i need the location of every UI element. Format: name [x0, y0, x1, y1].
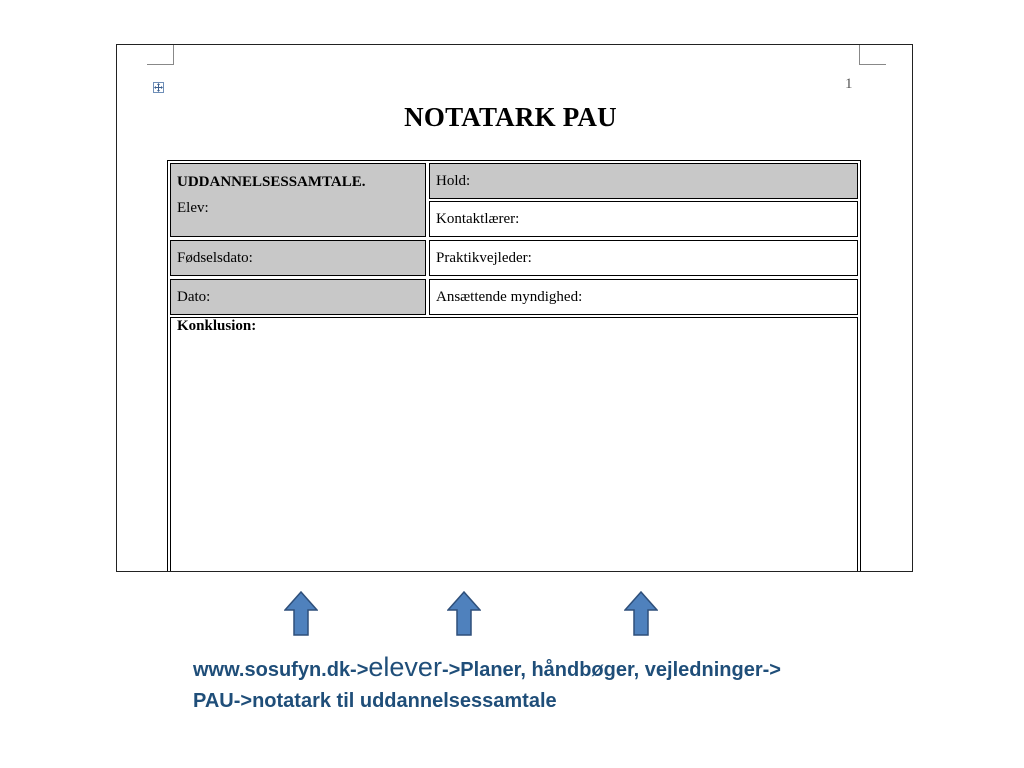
caption-elever: elever: [368, 652, 442, 682]
cell-hold[interactable]: [429, 163, 858, 199]
praktikvejleder-label: Praktikvejleder:: [436, 250, 532, 266]
caption-path: ->Planer, håndbøger, vejledninger->: [441, 659, 781, 681]
cell-dato[interactable]: [170, 279, 426, 315]
cell-konklusion[interactable]: [170, 317, 858, 572]
caption-line-1: [193, 652, 913, 686]
cell-uddannelsessamtale[interactable]: [170, 163, 426, 237]
hold-label: Hold:: [436, 173, 471, 189]
uddannelsessamtale-label: UDDANNELSESSAMTALE.: [177, 174, 366, 190]
page-number: 1: [845, 76, 853, 92]
document-title: NOTATARK PAU: [404, 102, 617, 132]
arrow-up-icon: [624, 591, 658, 636]
cell-praktikvejleder[interactable]: [429, 240, 858, 276]
margin-corner-left: [147, 44, 174, 65]
margin-corner-right: [859, 44, 886, 65]
cell-ansaettende-myndighed[interactable]: [429, 279, 858, 315]
caption-line-2: PAU->notatark til uddannelsessamtale: [193, 690, 557, 712]
arrow-up-icon: [284, 591, 318, 636]
arrow-up-icon: [447, 591, 481, 636]
foedselsdato-label: Fødselsdato:: [177, 250, 253, 266]
caption-site: www.sosufyn.dk->: [193, 659, 369, 681]
elev-label: Elev:: [177, 200, 209, 216]
konklusion-label: Konklusion:: [177, 318, 257, 334]
navigation-path-caption: [193, 652, 913, 717]
document-page: [116, 44, 913, 572]
table-move-icon[interactable]: [153, 82, 164, 93]
cell-foedselsdato[interactable]: [170, 240, 426, 276]
dato-label: Dato:: [177, 289, 211, 305]
cell-kontaktlaerer[interactable]: [429, 201, 858, 237]
kontaktlaerer-label: Kontaktlærer:: [436, 211, 520, 227]
ansaettende-label: Ansættende myndighed:: [436, 289, 583, 305]
